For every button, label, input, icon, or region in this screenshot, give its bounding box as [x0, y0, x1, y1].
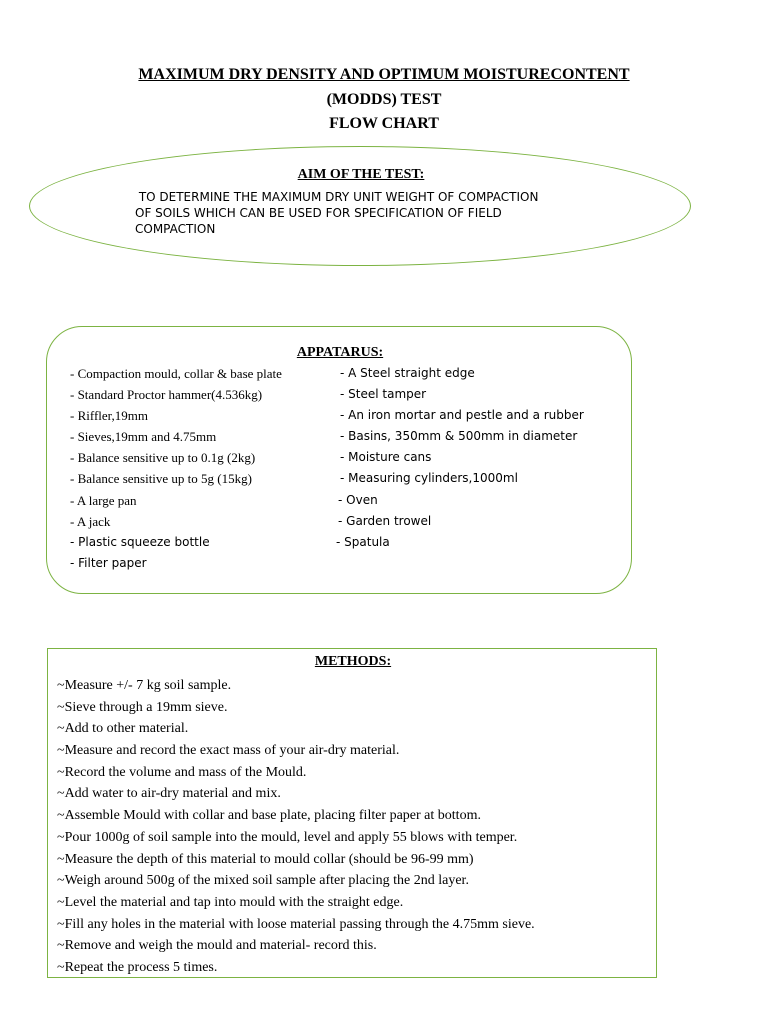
apparatus-item: - Compaction mould, collar & base plate	[70, 366, 282, 381]
method-step: ~Pour 1000g of soil sample into the mould, level and apply 55 blows with temper.	[57, 829, 518, 845]
apparatus-row	[70, 387, 630, 408]
apparatus-item: - Sieves,19mm and 4.75mm	[70, 429, 217, 444]
apparatus-heading: APPATARUS:	[296, 345, 384, 360]
apparatus-item: - Standard Proctor hammer(4.536kg)	[70, 387, 263, 402]
apparatus-row	[70, 556, 630, 577]
apparatus-item: - Steel tamper	[340, 387, 427, 401]
apparatus-row	[70, 514, 630, 535]
apparatus-item: - Garden trowel	[338, 514, 432, 528]
apparatus-item: - Spatula	[336, 535, 390, 549]
method-step: ~Measure +/- 7 kg soil sample.	[57, 678, 232, 693]
apparatus-row	[70, 471, 630, 492]
apparatus-item: - Balance sensitive up to 0.1g (2kg)	[70, 450, 256, 465]
apparatus-item: - Riffler,19mm	[70, 408, 148, 423]
apparatus-item: - An iron mortar and pestle and a rubber	[340, 408, 584, 422]
apparatus-row	[70, 366, 630, 387]
method-step: ~Remove and weigh the mould and material- record this.	[57, 938, 377, 954]
apparatus-row	[70, 493, 630, 514]
apparatus-item: - Plastic squeeze bottle	[70, 535, 210, 549]
apparatus-item: - Filter paper	[70, 556, 147, 570]
apparatus-item: - Oven	[338, 493, 378, 507]
apparatus-item: - A large pan	[70, 493, 137, 508]
apparatus-row	[70, 408, 630, 429]
methods-list	[57, 675, 535, 979]
method-step: ~Measure the depth of this material to mould collar (should be 96-99 mm)	[57, 851, 474, 867]
title-line-1: MAXIMUM DRY DENSITY AND OPTIMUM MOISTURECONTENT	[138, 66, 630, 83]
method-step: ~Repeat the process 5 times.	[57, 959, 218, 975]
methods-heading: METHODS:	[314, 654, 392, 669]
methods-box	[47, 648, 657, 978]
title-line-3: FLOW CHART	[329, 115, 439, 132]
method-step: ~Level the material and tap into mould with the straight edge.	[57, 894, 404, 910]
apparatus-item: - Moisture cans	[340, 450, 432, 464]
apparatus-item: - Measuring cylinders,1000ml	[340, 471, 518, 485]
apparatus-item: - Basins, 350mm & 500mm in diameter	[340, 429, 578, 443]
aim-heading: AIM OF THE TEST:	[297, 167, 425, 182]
method-step: ~Add water to air-dry material and mix.	[57, 786, 281, 802]
method-step: ~Weigh around 500g of the mixed soil sample after placing the 2nd layer.	[57, 873, 469, 889]
method-step: ~Add to other material.	[57, 721, 189, 737]
method-step: ~Measure and record the exact mass of your air-dry material.	[57, 743, 400, 759]
aim-line-2: OF SOILS WHICH CAN BE USED FOR SPECIFICATION OF FIELD	[135, 206, 502, 220]
aim-line-3: COMPACTION	[135, 222, 216, 236]
method-step: ~Record the volume and mass of the Mould.	[57, 764, 307, 780]
apparatus-row	[70, 429, 630, 450]
apparatus-item: - Balance sensitive up to 5g (15kg)	[70, 471, 252, 486]
method-step: ~Sieve through a 19mm sieve.	[57, 699, 228, 715]
apparatus-item: - A Steel straight edge	[340, 366, 475, 380]
aim-ellipse	[29, 146, 691, 266]
method-step: ~Fill any holes in the material with loose material passing through the 4.75mm sieve.	[57, 916, 535, 932]
apparatus-item: - A jack	[70, 514, 111, 529]
aim-text	[135, 189, 605, 237]
aim-line-1: TO DETERMINE THE MAXIMUM DRY UNIT WEIGHT OF COMPACTION	[135, 190, 539, 204]
method-step: ~Assemble Mould with collar and base plate, placing filter paper at bottom.	[57, 808, 481, 824]
apparatus-row	[70, 535, 630, 556]
apparatus-box	[46, 326, 632, 594]
title-line-2: (MODDS) TEST	[326, 91, 442, 108]
apparatus-row	[70, 450, 630, 471]
